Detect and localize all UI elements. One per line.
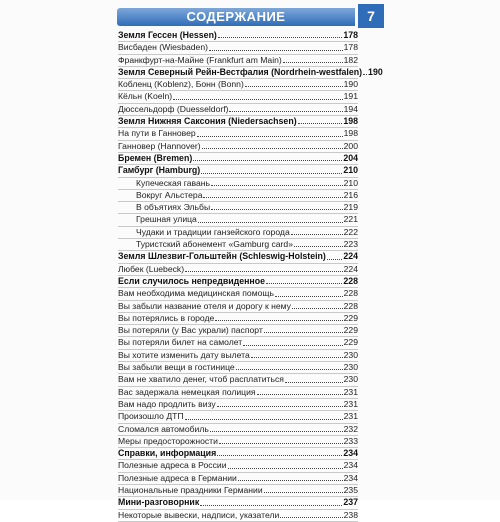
toc-entry-page: 182 [343, 54, 358, 65]
toc-entry-label: Бремен (Bremen) [118, 152, 193, 163]
toc-entry-label: Кёльн (Koeln) [118, 91, 173, 102]
dot-leader [200, 505, 342, 506]
dot-leader [283, 62, 343, 63]
toc-entry-label: В объятиях Эльбы [136, 202, 211, 213]
toc-entry-page: 221 [343, 214, 358, 225]
dot-leader [292, 308, 343, 309]
toc-entry [118, 362, 358, 374]
dot-leader [185, 271, 343, 272]
toc-entry [118, 178, 358, 190]
toc-entry-label: Вы забыли вещи в гостинице [118, 362, 235, 373]
dot-leader [193, 160, 342, 161]
toc-entry-page: 228 [343, 275, 358, 286]
dot-leader [280, 517, 342, 518]
dot-leader [251, 357, 343, 358]
toc-entry-label: Чудаки и традиции ганзейского города [136, 226, 290, 237]
toc-entry-page: 224 [343, 251, 358, 262]
toc-entry [118, 497, 358, 509]
toc-entry-page: 223 [343, 239, 358, 250]
toc-entry-label: Франкфурт-на-Майне (Frankfurt am Main) [118, 54, 282, 65]
toc-entry [118, 387, 358, 399]
toc-entry-page: 229 [343, 312, 358, 323]
dot-leader [245, 86, 343, 87]
toc-entry-page: 235 [343, 484, 358, 495]
dot-leader [203, 197, 342, 198]
toc-entry [118, 411, 358, 423]
toc-entry-label: Туристский абонемент «Gamburg card» [136, 239, 293, 250]
toc-entry-label: Ганновер (Hannover) [118, 140, 201, 151]
toc-entry-page: 230 [343, 374, 358, 385]
dot-leader [363, 74, 367, 75]
table-of-contents [118, 30, 383, 522]
toc-entry [118, 55, 358, 67]
toc-entry-label: Вы потеряли билет на самолет [118, 337, 243, 348]
toc-entry-page: 229 [343, 325, 358, 336]
toc-entry-label: Вокруг Альстера [136, 189, 203, 200]
dot-leader [210, 431, 343, 432]
toc-entry [118, 264, 358, 276]
toc-entry-page: 190 [368, 66, 383, 77]
page-title: СОДЕРЖАНИЕ [186, 9, 286, 24]
toc-entry [118, 460, 358, 472]
toc-entry [118, 104, 358, 116]
toc-entry-page: 224 [343, 263, 358, 274]
toc-entry-page: 210 [343, 165, 358, 176]
dot-leader [264, 332, 343, 333]
toc-entry [118, 202, 358, 214]
toc-entry-label: Национальные праздники Германии [118, 484, 263, 495]
dot-leader [264, 492, 343, 493]
toc-entry-page: 191 [343, 91, 358, 102]
toc-entry-label: Кобленц (Koblenz), Бонн (Bonn) [118, 79, 244, 90]
dot-leader [229, 111, 342, 112]
toc-entry-label: Дюссельдорф (Duesseldorf) [118, 103, 229, 114]
toc-entry [118, 485, 358, 497]
toc-entry-label: Висбаден (Wiesbaden) [118, 42, 208, 53]
toc-entry-page: 238 [343, 509, 358, 520]
toc-entry [118, 313, 358, 325]
toc-entry [118, 337, 358, 349]
toc-entry-page: 233 [343, 435, 358, 446]
dot-leader [294, 246, 343, 247]
toc-entry-label: Полезные адреса в России [118, 460, 227, 471]
toc-entry-page: 228 [343, 288, 358, 299]
toc-entry [118, 239, 358, 251]
toc-entry-label: Гамбург (Hamburg) [118, 165, 201, 176]
header-bar [117, 8, 355, 26]
toc-entry-label: Любек (Luebeck) [118, 263, 185, 274]
dot-leader [236, 369, 343, 370]
dot-leader [185, 419, 343, 420]
toc-entry-page: 178 [343, 30, 358, 40]
toc-entry [118, 165, 358, 177]
toc-entry [118, 251, 358, 263]
toc-entry-page: 229 [343, 337, 358, 348]
toc-entry-page: 178 [343, 42, 358, 53]
toc-entry [118, 30, 358, 42]
toc-entry [118, 510, 358, 522]
toc-entry [118, 128, 358, 140]
toc-entry-page: 234 [343, 472, 358, 483]
toc-entry-page: 219 [343, 202, 358, 213]
dot-leader [238, 480, 343, 481]
toc-entry-page: 198 [343, 128, 358, 139]
toc-entry-label: Вы забыли название отеля и дорогу к нему [118, 300, 291, 311]
toc-entry [118, 288, 358, 300]
toc-entry-label: Мини-разговорник [118, 497, 200, 508]
toc-entry-page: 222 [343, 226, 358, 237]
toc-entry [118, 141, 358, 153]
toc-entry-label: Вам необходима медицинская помощь [118, 288, 274, 299]
dot-leader [198, 222, 343, 223]
toc-entry [118, 66, 383, 79]
toc-entry-page: 210 [343, 177, 358, 188]
dot-leader [217, 455, 342, 456]
toc-entry-label: Меры предосторожности [118, 435, 218, 446]
toc-entry-page: 237 [343, 497, 358, 508]
toc-entry-label: Вы потерялись в городе [118, 312, 215, 323]
toc-entry [118, 227, 358, 239]
dot-leader [257, 394, 343, 395]
toc-entry-page: 234 [343, 448, 358, 459]
toc-entry-page: 216 [343, 189, 358, 200]
toc-entry [118, 325, 358, 337]
dot-leader [218, 37, 342, 38]
toc-entry-label: Вам надо продлить визу [118, 398, 216, 409]
toc-entry [118, 116, 358, 128]
dot-leader [298, 123, 343, 124]
toc-entry [118, 448, 358, 460]
toc-entry-label: Купеческая гавань [136, 177, 210, 188]
dot-leader [211, 209, 343, 210]
toc-entry-label: Земля Гессен (Hessen) [118, 30, 217, 40]
toc-entry [118, 190, 358, 202]
toc-entry-page: 228 [343, 300, 358, 311]
toc-entry-label: Справки, информация [118, 448, 217, 459]
toc-entry [118, 473, 358, 485]
toc-entry [118, 374, 358, 386]
toc-entry-label: Вам не хватило денег, чтоб расплатиться [118, 374, 284, 385]
dot-leader [217, 406, 343, 407]
toc-entry-page: 234 [343, 460, 358, 471]
toc-entry-page: 204 [343, 152, 358, 163]
toc-entry-page: 194 [343, 103, 358, 114]
toc-entry [118, 424, 358, 436]
toc-entry-label: Некоторые вывески, надписи, указатели [118, 509, 280, 520]
toc-entry-label: Вы хотите изменить дату вылета [118, 349, 250, 360]
toc-entry [118, 91, 358, 103]
toc-entry [118, 214, 358, 226]
toc-entry-label: Земля Нижняя Саксония (Niedersachsen) [118, 116, 297, 127]
toc-entry-label: Земля Северный Рейн-Вестфалия (Nordrhein-westfalen) [118, 66, 363, 77]
toc-entry-page: 198 [343, 116, 358, 127]
toc-entry-page: 231 [343, 398, 358, 409]
dot-leader [197, 136, 343, 137]
toc-entry [118, 276, 358, 288]
page-number-badge: 7 [358, 4, 384, 28]
dot-leader [243, 345, 342, 346]
dot-leader [173, 99, 343, 100]
toc-entry [118, 42, 358, 54]
toc-entry-label: Сломался автомобиль [118, 423, 209, 434]
toc-entry-label: Произошло ДТП [118, 411, 184, 422]
dot-leader [209, 50, 343, 51]
dot-leader [275, 296, 343, 297]
dot-leader [266, 283, 342, 284]
toc-entry-page: 232 [343, 423, 358, 434]
dot-leader [215, 320, 342, 321]
dot-leader [327, 259, 342, 260]
dot-leader [228, 468, 343, 469]
toc-entry-page: 230 [343, 349, 358, 360]
dot-leader [202, 148, 343, 149]
toc-entry-page: 190 [343, 79, 358, 90]
toc-entry-label: Если случилось непредвиденное [118, 275, 265, 286]
toc-entry-label: Земля Шлезвиг-Гольштейн (Schleswig-Holstein) [118, 251, 326, 262]
toc-entry [118, 350, 358, 362]
dot-leader [219, 443, 343, 444]
toc-entry-label: Вас задержала немецкая полиция [118, 386, 256, 397]
toc-entry-label: На пути в Ганновер [118, 128, 196, 139]
toc-entry [118, 436, 358, 448]
dot-leader [201, 173, 342, 174]
toc-entry-page: 200 [343, 140, 358, 151]
dot-leader [211, 185, 343, 186]
toc-entry [118, 301, 358, 313]
toc-entry [118, 153, 358, 165]
toc-entry [118, 79, 358, 91]
toc-entry-page: 231 [343, 386, 358, 397]
toc-entry-page: 230 [343, 362, 358, 373]
toc-entry-label: Вы потеряли (у Вас украли) паспорт [118, 325, 263, 336]
toc-entry [118, 399, 358, 411]
toc-entry-label: Полезные адреса в Германии [118, 472, 237, 483]
toc-entry-page: 231 [343, 411, 358, 422]
dot-leader [285, 382, 343, 383]
toc-entry-label: Грешная улица [136, 214, 197, 225]
dot-leader [291, 234, 343, 235]
